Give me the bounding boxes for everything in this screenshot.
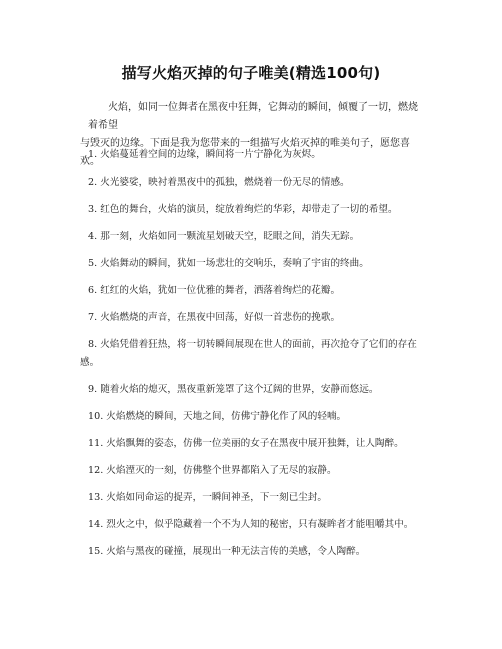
list-item xyxy=(88,408,418,426)
list-item xyxy=(88,462,418,480)
list-item-text: 1. 火焰蔓延着空间的边缘，瞬间将一片宁静化为灰烬。 xyxy=(88,149,321,160)
list-item xyxy=(88,174,418,192)
intro-line-1: 火焰，如同一位舞者在黑夜中狂舞，它舞动的瞬间，倾覆了一切，燃烧着希望 xyxy=(88,102,418,131)
list-item xyxy=(88,543,418,561)
list-item xyxy=(88,309,418,327)
list-item-text: 10. 火焰燃烧的瞬间，天地之间，仿佛宁静化作了风的轻喃。 xyxy=(88,411,347,422)
list-item-text: 5. 火焰舞动的瞬间，犹如一场悲壮的交响乐，奏响了宇宙的终曲。 xyxy=(88,258,369,269)
list-item xyxy=(80,336,418,372)
list-item-text: 12. 火焰湮灭的一刻，仿佛整个世界都陷入了无尽的寂静。 xyxy=(88,465,337,476)
page-title: 描写火焰灭掉的句子唯美(精选100句) xyxy=(121,64,381,82)
list-item-text: 11. 火焰飘舞的姿态，仿佛一位美丽的女子在黑夜中展开独舞，让人陶醉。 xyxy=(88,438,404,449)
list-item-text: 13. 火焰如同命运的捉弄，一瞬间神圣，下一刻已尘封。 xyxy=(88,492,327,503)
list-item xyxy=(88,516,418,534)
intro-line-2: 与毁灭的边缘。下面是我为您带来的一组描写火焰灭掉的唯美句子，愿您喜欢。 xyxy=(80,138,410,167)
list-item-text: 15. 火焰与黑夜的碰撞，展现出一种无法言传的美感，令人陶醉。 xyxy=(88,546,366,557)
list-item xyxy=(88,201,418,219)
list-item-text: 4. 那一刻，火焰如同一颗流星划破天空，眨眼之间，消失无踪。 xyxy=(88,231,360,242)
list-item-text: 8. 火焰凭借着狂热，将一切转瞬间展现在世人的面前，再次抢夺了它们的存在 xyxy=(88,339,417,350)
list-item xyxy=(88,146,418,164)
list-item xyxy=(88,255,418,273)
list-item xyxy=(88,228,418,246)
list-item-continuation: 感。 xyxy=(80,357,100,368)
list-item-text: 2. 火光婆娑，映衬着黑夜中的孤独，燃烧着一份无尽的情感。 xyxy=(88,177,350,188)
list-item xyxy=(88,489,418,507)
list-item xyxy=(88,282,418,300)
list-item-text: 7. 火焰燃烧的声音，在黑夜中回荡，好似一首悲伤的挽歌。 xyxy=(88,312,341,323)
list-item xyxy=(88,381,418,399)
list-item xyxy=(88,435,418,453)
list-item-text: 6. 红红的火焰，犹如一位优雅的舞者，洒落着绚烂的花瓣。 xyxy=(88,285,341,296)
list-item-text: 9. 随着火焰的熄灭，黑夜重新笼罩了这个辽阔的世界，安静而悠远。 xyxy=(88,384,379,395)
list-item-text: 14. 烈火之中，似乎隐藏着一个不为人知的秘密，只有凝眸者才能咀嚼其中。 xyxy=(88,519,414,530)
list-item-text: 3. 红色的舞台，火焰的演员，绽放着绚烂的华彩，却带走了一切的希望。 xyxy=(88,204,398,215)
